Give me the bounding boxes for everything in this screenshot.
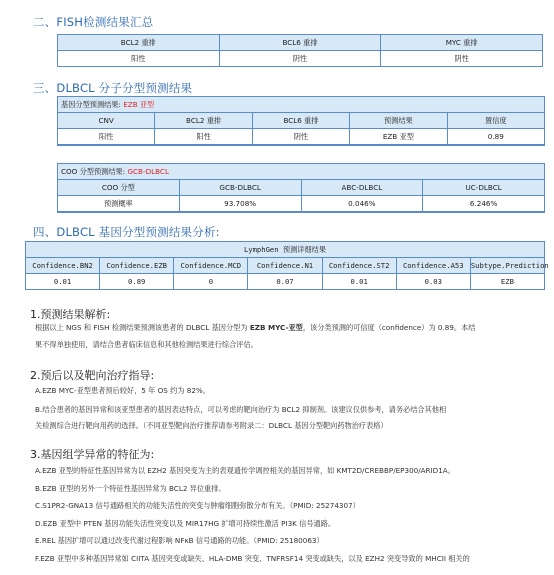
header-coo: COO 分型 — [58, 180, 180, 196]
prognosis-line-b2: 关检测综合进行靶向用药的选择。（不同亚型靶向治疗推荐请参考附录二：DLBCL 基因分型靶向药物治疗表格） — [35, 421, 388, 430]
header-bcl2: BCL2 重排 — [58, 35, 220, 51]
genomics-line-f: F.EZB 亚型中多种基因异常如 CIITA 基因突变或缺失、HLA-DMB 突变、TNFRSF14 突变或缺失，以及 EZH2 突变导致的 MHCII 相关的 — [35, 553, 470, 563]
header-uc: UC-DLBCL — [423, 180, 545, 196]
value-bn2: 0.01 — [26, 274, 100, 290]
fish-table — [57, 34, 543, 67]
coo-label: COO 分型预测结果: — [61, 167, 126, 176]
interpretation-text-a: 根据以上 NGS 和 FISH 检测结果预测该患者的 DLBCL 基因分型为 — [35, 323, 250, 332]
genomics-line-b: B.EZB 亚型的另外一个特征性基因异常为 BCL2 异位重排。 — [35, 483, 226, 493]
value-coo: 预测概率 — [58, 196, 180, 212]
genomics-line-c: C.S1PR2-GNA13 信号通路相关的功能失活性的突变与肿瘤细胞弥散分布有关。（PMID: 25274307） — [35, 501, 360, 510]
prognosis-text — [35, 383, 545, 435]
interpretation-line-2: 果不得单独使用，请结合患者临床信息和其他检测结果进行综合评估。 — [35, 339, 258, 349]
header-ezb: Confidence.EZB — [100, 258, 174, 274]
header-subtype: Subtype.Prediction — [470, 258, 544, 274]
section-title-fish: 二、FISH检测结果汇总 — [33, 15, 154, 29]
header-gcb: GCB-DLBCL — [179, 180, 301, 196]
value-bcl6-rearr: 阴性 — [252, 129, 349, 145]
header-cnv: CNV — [58, 113, 155, 129]
value-confidence: 0.89 — [447, 129, 544, 145]
value-myc: 阴性 — [381, 51, 543, 67]
header-myc: MYC 重排 — [381, 35, 543, 51]
section-title-analysis: 四、DLBCL 基因分型预测结果分析: — [33, 225, 220, 239]
subsection-title-interpretation: 1.预测结果解析: — [30, 308, 111, 321]
header-bn2: Confidence.BN2 — [26, 258, 100, 274]
value-uc: 6.246% — [423, 196, 545, 212]
subsection-title-genomics: 3.基因组学异常的特征为: — [30, 448, 155, 461]
gene-subtype-value: EZB 亚型 — [123, 100, 155, 109]
header-mcd: Confidence.MCD — [174, 258, 248, 274]
prognosis-line-a: A.EZB MYC-亚型患者预后较好，5 年 OS 约为 82%。 — [35, 386, 210, 395]
value-n1: 0.07 — [248, 274, 322, 290]
coo-header — [58, 164, 544, 180]
lymphgen-table — [25, 241, 549, 290]
interpretation-text-c: ，该分类预测的可信度（confidence）为 0.89。本结 — [302, 323, 476, 332]
gene-subtype-label: 基因分型预测结果: — [61, 100, 121, 109]
value-ezb: 0.89 — [100, 274, 174, 290]
header-abc: ABC-DLBCL — [301, 180, 423, 196]
header-bcl6-rearr: BCL6 重排 — [252, 113, 349, 129]
value-subtype: EZB — [470, 274, 544, 290]
header-st2: Confidence.ST2 — [322, 258, 396, 274]
genomics-line-a: A.EZB 亚型的特征性基因异常为以 EZH2 基因突变为主的表观遗传学调控相关的基因异常，如 KMT2D/CREBBP/EP300/ARID1A。 — [35, 466, 455, 475]
gene-subtype-table — [57, 112, 545, 145]
header-bcl6: BCL6 重排 — [219, 35, 381, 51]
interpretation-subtype: EZB MYC-亚型 — [249, 323, 303, 332]
value-abc: 0.046% — [301, 196, 423, 212]
coo-table — [57, 179, 545, 212]
section-title-dlbcl: 三、DLBCL 分子分型预测结果 — [33, 81, 193, 95]
header-a53: Confidence.A53 — [396, 258, 470, 274]
genomics-line-d: D.EZB 亚型中 PTEN 基因功能失活性突变以及 MIR17HG 扩增可持续性激活 PI3K 信号通路。 — [35, 518, 336, 528]
value-bcl2: 阳性 — [58, 51, 220, 67]
header-bcl2-rearr: BCL2 重排 — [155, 113, 252, 129]
gene-subtype-header — [58, 97, 544, 113]
value-bcl2-rearr: 阳性 — [155, 129, 252, 145]
lymphgen-title: LymphGen 预测详细结果 — [26, 242, 545, 258]
value-st2: 0.01 — [322, 274, 396, 290]
header-n1: Confidence.N1 — [248, 258, 322, 274]
value-prediction: EZB 亚型 — [350, 129, 447, 145]
value-gcb: 93.708% — [179, 196, 301, 212]
genomics-text — [35, 462, 545, 567]
interpretation-line-1 — [35, 320, 545, 337]
genomics-line-e: E.REL 基因扩增可以通过改变代谢过程影响 NFκB 信号通路的功能。（PMID: 25180063） — [35, 536, 324, 545]
value-cnv: 阳性 — [58, 129, 155, 145]
subsection-title-prognosis: 2.预后以及靶向治疗指导: — [30, 369, 155, 382]
header-prediction: 预测结果 — [350, 113, 447, 129]
coo-value: GCB-DLBCL — [127, 167, 169, 176]
interpretation-text — [35, 320, 545, 353]
header-confidence: 置信度 — [447, 113, 544, 129]
prognosis-line-b1: B.结合患者的基因异常和该亚型患者的基因表达特点，可以考虑的靶向治疗为 BCL2 抑制剂。该建议仅供参考，请务必结合其他相 — [35, 404, 447, 414]
value-a53: 0.03 — [396, 274, 470, 290]
value-bcl6: 阴性 — [219, 51, 381, 67]
value-mcd: 0 — [174, 274, 248, 290]
